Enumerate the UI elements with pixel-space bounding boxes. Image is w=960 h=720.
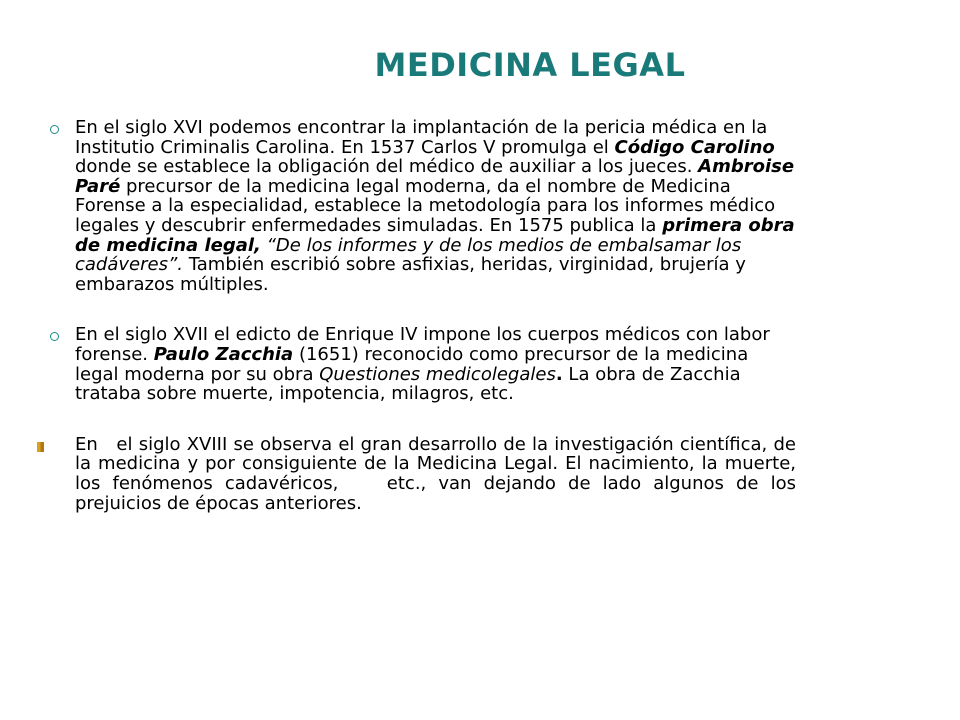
primera-obra-emphasis: primera obra de medicina legal, bbox=[75, 214, 795, 256]
bullet-text: donde se establece la obligación del médico de auxiliar a los jueces. bbox=[75, 156, 699, 178]
bullet-text: En el siglo XVI podemos encontrar la implantación de la pericia médica en la Institutio Criminalis Carolina. En 1537 Carlos V promulga el bbox=[75, 117, 768, 158]
questiones-title: Questiones medicolegales bbox=[319, 363, 556, 385]
bullet-text: precursor de la medicina legal moderna, da el nombre de Medicina Forense a la especialidad, establece la metodología para los informes médico legales y descubrir enfermedades simuladas. En 1575 publica la bbox=[75, 175, 776, 236]
bullet-item-17th-century bbox=[34, 325, 796, 403]
ring-bullet-icon bbox=[50, 332, 59, 341]
period-bold: . bbox=[555, 363, 563, 385]
ambroise-pare-emphasis: Ambroise Paré bbox=[75, 156, 795, 197]
bullet-text: También escribió sobre asfixias, heridas, virginidad, brujería y embarazos múltiples. bbox=[75, 254, 746, 295]
bullet-item-16th-century bbox=[34, 118, 796, 294]
codigo-carolino-emphasis: Código Carolino bbox=[614, 136, 775, 158]
book-title-quote: “De los informes y de los medios de embalsamar los cadáveres”. bbox=[75, 234, 742, 276]
slide-title: MEDICINA LEGAL bbox=[374, 46, 686, 84]
bullet-text: En el siglo XVII el edicto de Enrique IV impone los cuerpos médicos con labor forense. bbox=[75, 324, 770, 365]
bullet-text: La obra de Zacchia trataba sobre muerte, impotencia, milagros, etc. bbox=[75, 363, 741, 405]
paulo-zacchia-emphasis: Paulo Zacchia bbox=[153, 343, 294, 365]
bullet-item-18th-century bbox=[34, 433, 802, 514]
square-bullet-icon bbox=[37, 442, 44, 452]
bullet-text: En el siglo XVIII se observa el gran desarrollo de la investigación científica, de la medicina y por consiguiente de la Medicina Legal. El nacimiento, la muerte, los fenómenos cadavéricos, etc., van dejando de lado algunos de los prejuicios de épocas anteriores. bbox=[75, 433, 802, 514]
bullet-text: (1651) reconocido como precursor de la medicina legal moderna por su obra bbox=[75, 343, 749, 385]
slide-body bbox=[34, 117, 802, 514]
ring-bullet-icon bbox=[50, 125, 59, 134]
